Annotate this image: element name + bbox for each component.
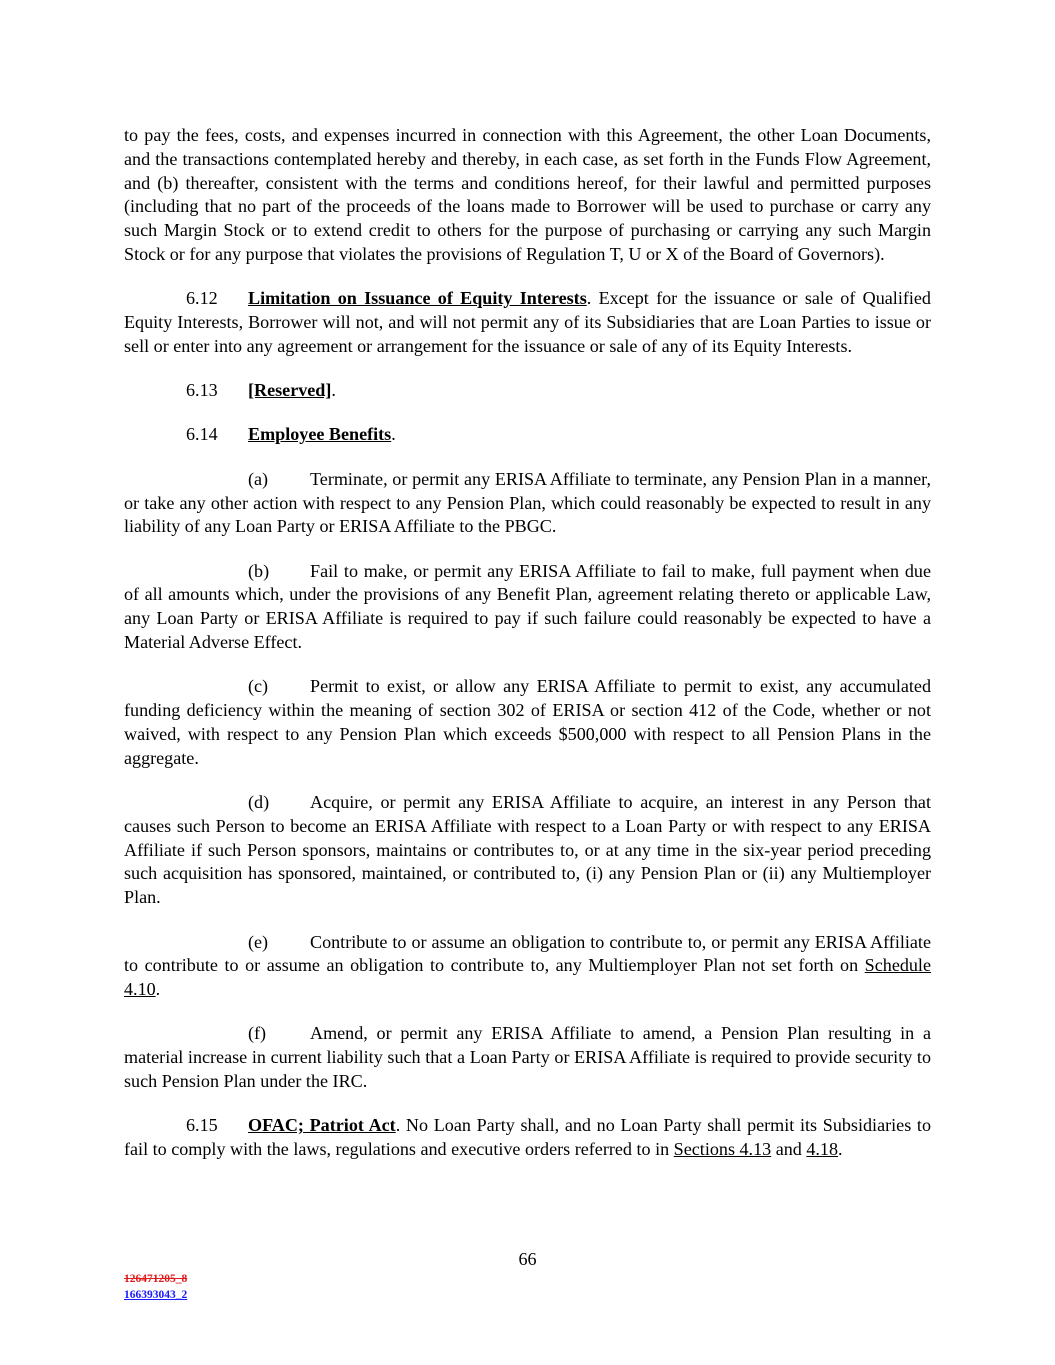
new-document-id: 166393043_2: [124, 1289, 188, 1301]
clause-text: Fail to make, or permit any ERISA Affiliate to fail to make, full payment when due of all amounts which, under the provisions of any Benefit Plan, agreement relating thereto or applicable Law, any Loan Party or ERISA Affiliate is required to pay if such failure could reasonably be expected to have a Material Adverse Effect.: [124, 560, 931, 653]
section-heading: Employee Benefits: [248, 424, 392, 445]
section-text: .: [391, 424, 396, 445]
section-reference-link[interactable]: Sections 4.13: [673, 1139, 772, 1160]
clause-label: (e): [248, 931, 269, 952]
clause-label: (d): [248, 792, 270, 813]
clause-text: Terminate, or permit any ERISA Affiliate to terminate, any Pension Plan in a manner, or take any other action with respect to any Pension Plan, which could reasonably be expected to result in any liability of any Loan Party or ERISA Affiliate to the PBGC.: [124, 468, 931, 537]
intro-paragraph: to pay the fees, costs, and expenses incurred in connection with this Agreement, the other Loan Documents, and the transactions contemplated hereby and thereby, in each case, as set forth in the Funds Flow Agreement, and (b) thereafter, consistent with the terms and conditions hereof, for their lawful and permitted purposes (including that no part of the proceeds of the loans made to Borrower will be used to purchase or carry any such Margin Stock or to extend credit to others for the purpose of purchasing or carrying any such Margin Stock or for any purpose that violates the provisions of Regulation T, U or X of the Board of Governors).: [124, 125, 931, 264]
schedule-reference-link[interactable]: Schedule 4.10: [124, 955, 931, 1000]
clause-c: [124, 675, 931, 770]
section-6-15: [124, 1114, 931, 1162]
old-document-id: 126471205_8: [124, 1273, 188, 1285]
section-text-mid: and: [771, 1139, 807, 1160]
section-reference-link[interactable]: 4.18: [806, 1139, 839, 1160]
clause-text: Permit to exist, or allow any ERISA Affiliate to permit to exist, any accumulated funding deficiency within the meaning of section 302 of ERISA or section 412 of the Code, whether or not waived, with respect to any Pension Plan which exceeds $500,000 with respect to all Pension Plans in the aggregate.: [124, 676, 931, 768]
section-heading: OFAC; Patriot Act: [248, 1115, 396, 1136]
section-heading: Limitation on Issuance of Equity Interests: [248, 288, 587, 309]
section-text: . No Loan Party shall, and no Loan Party shall permit its Subsidiaries to fail to comply with the laws, regulations and executive orders referred to in: [124, 1115, 931, 1160]
clause-label: (a): [248, 468, 269, 489]
clause-d: [124, 791, 931, 910]
clause-text: Acquire, or permit any ERISA Affiliate to acquire, an interest in any Person that causes such Person to become an ERISA Affiliate with respect to a Loan Party or with respect to any ERISA Affiliate if such Person sponsors, maintains or contributes to, or at any time in the six-year period preceding such acquisition has sponsored, maintained, or contributed to, (i) any Pension Plan or (ii) any Multiemployer Plan.: [124, 792, 931, 908]
section-number: 6.14: [186, 424, 218, 445]
clause-label: (f): [248, 1023, 267, 1044]
section-text: . Except for the issuance or sale of Qualified Equity Interests, Borrower will not, and will not permit any of its Subsidiaries that are Loan Parties to issue or sell or enter into any agreement or arrangement for the issuance or sale of any of its Equity Interests.: [124, 288, 931, 356]
section-text: .: [331, 380, 336, 401]
clause-tail: .: [155, 979, 161, 1000]
document-ids: [124, 1271, 187, 1303]
clause-label: (c): [248, 676, 269, 697]
section-heading: [Reserved]: [248, 380, 332, 401]
section-6-12: [124, 287, 931, 358]
section-number: 6.15: [186, 1115, 218, 1136]
section-tail: .: [838, 1139, 843, 1160]
clause-e: [124, 931, 931, 1002]
section-number: 6.12: [186, 288, 218, 309]
page-number: 66: [518, 1249, 537, 1269]
clause-label: (b): [248, 560, 270, 581]
section-number: 6.13: [186, 380, 218, 401]
section-6-14: [124, 423, 931, 447]
section-6-13: [124, 379, 931, 403]
clause-a: [124, 468, 931, 539]
clause-b: [124, 560, 931, 655]
clause-text: Contribute to or assume an obligation to contribute to, or permit any ERISA Affiliate to contribute to or assume an obligation to contribute to, any Multiemployer Plan not set forth on: [124, 931, 931, 976]
clause-f: [124, 1022, 931, 1093]
clause-text: Amend, or permit any ERISA Affiliate to amend, a Pension Plan resulting in a material increase in current liability such that a Loan Party or ERISA Affiliate is required to provide security to such Pension Plan under the IRC.: [124, 1023, 931, 1091]
document-body: [124, 124, 931, 1162]
